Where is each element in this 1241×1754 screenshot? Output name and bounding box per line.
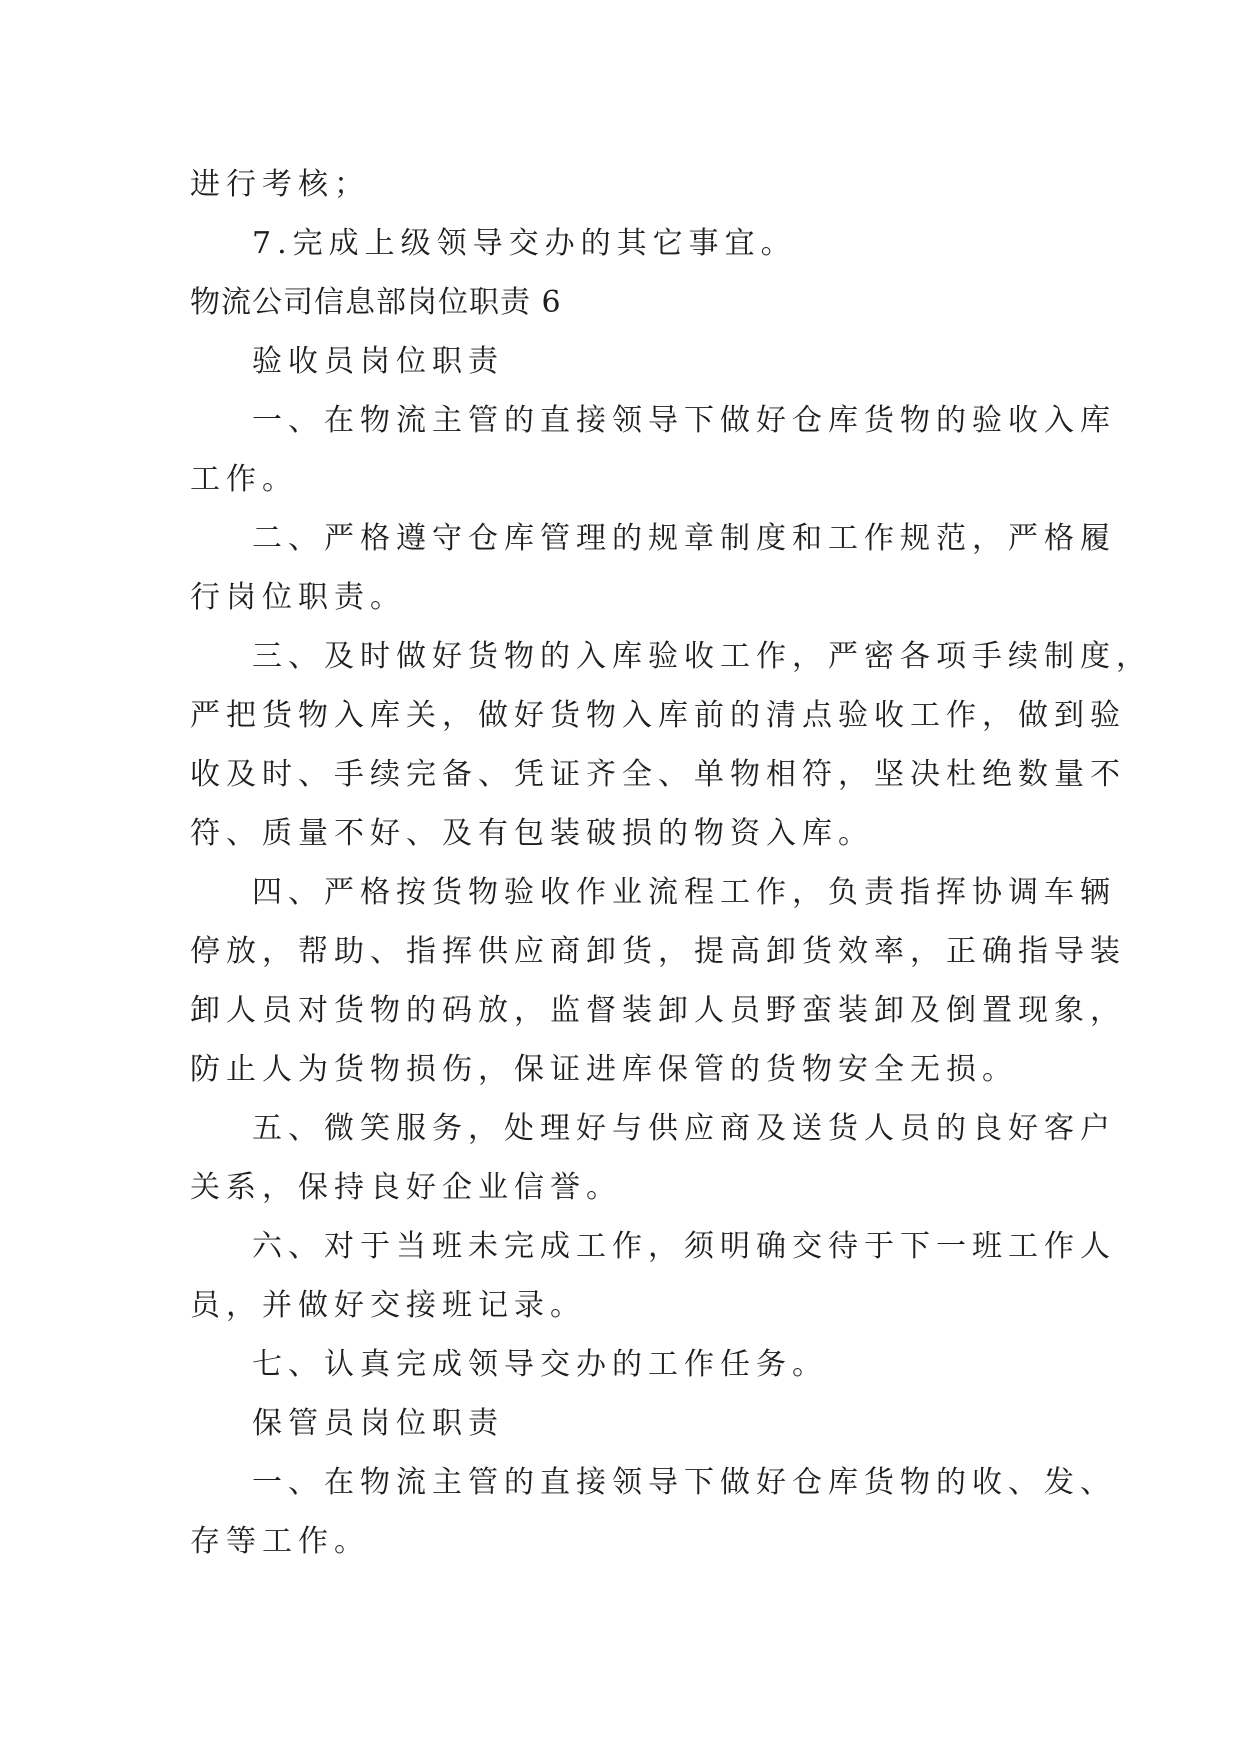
text-line: 二、严格遵守仓库管理的规章制度和工作规范，严格履: [252, 521, 1116, 556]
text-line: 一、在物流主管的直接领导下做好仓库货物的收、发、: [252, 1465, 1116, 1500]
text-line: 停放，帮助、指挥供应商卸货，提高卸货效率，正确指导装: [190, 934, 1126, 969]
section-heading: 物流公司信息部岗位职责 6: [190, 285, 562, 320]
text-line: 员，并做好交接班记录。: [190, 1288, 586, 1323]
text-line: 行岗位职责。: [190, 580, 406, 615]
subsection-heading: 保管员岗位职责: [252, 1406, 504, 1441]
text-line: 存等工作。: [190, 1524, 370, 1559]
text-line: 关系，保持良好企业信誉。: [190, 1170, 622, 1205]
text-line: 四、严格按货物验收作业流程工作，负责指挥协调车辆: [252, 875, 1116, 910]
text-line: 严把货物入库关，做好货物入库前的清点验收工作，做到验: [190, 698, 1126, 733]
text-line: 五、微笑服务，处理好与供应商及送货人员的良好客户: [252, 1111, 1116, 1146]
text-line: 进行考核；: [190, 167, 370, 202]
text-line: 七、认真完成领导交办的工作任务。: [252, 1347, 828, 1382]
text-line: 三、及时做好货物的入库验收工作，严密各项手续制度，: [252, 639, 1152, 674]
text-line: 防止人为货物损伤，保证进库保管的货物安全无损。: [190, 1052, 1018, 1087]
text-line: 7.完成上级领导交办的其它事宜。: [252, 226, 797, 261]
subsection-heading: 验收员岗位职责: [252, 344, 504, 379]
text-line: 六、对于当班未完成工作，须明确交待于下一班工作人: [252, 1229, 1116, 1264]
text-line: 一、在物流主管的直接领导下做好仓库货物的验收入库: [252, 403, 1116, 438]
text-line: 符、质量不好、及有包装破损的物资入库。: [190, 816, 874, 851]
document-body: [190, 155, 1152, 1571]
text-line: 卸人员对货物的码放，监督装卸人员野蛮装卸及倒置现象，: [190, 993, 1126, 1028]
text-line: 收及时、手续完备、凭证齐全、单物相符，坚决杜绝数量不: [190, 757, 1126, 792]
text-line: 工作。: [190, 462, 298, 497]
